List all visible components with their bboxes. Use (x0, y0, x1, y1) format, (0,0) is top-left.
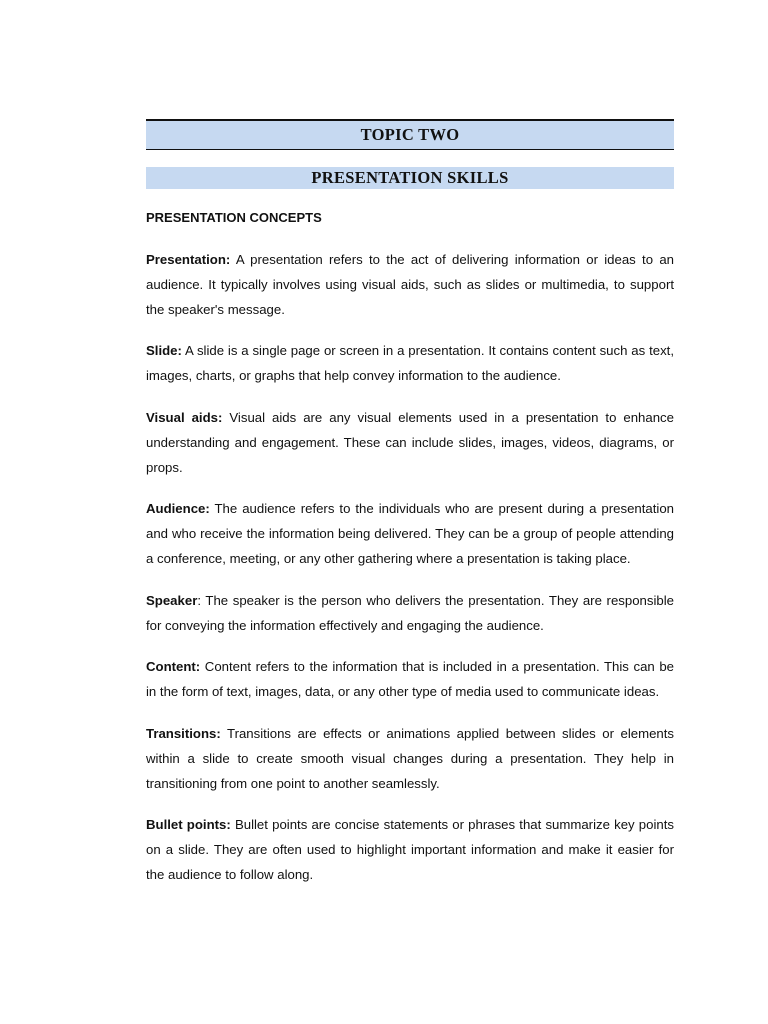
topic-banner (146, 119, 674, 150)
definition-text: Transitions are effects or animations applied between slides or elements within a slide to create smooth visual changes during a presentation. They help in transitioning from one point to another seamlessly. (146, 725, 674, 791)
definition-transitions (146, 722, 674, 796)
definition-text: Content refers to the information that is included in a presentation. This can be in the form of text, images, data, or any other type of media used to communicate ideas. (146, 659, 674, 700)
definition-bullet-points (146, 813, 674, 887)
definition-term: Transitions: (146, 725, 221, 741)
section-banner (146, 167, 674, 189)
subheading: PRESENTATION CONCEPTS (146, 210, 322, 225)
definition-text: : The speaker is the person who delivers the presentation. They are responsible for conveying the information effectively and engaging the audience. (146, 592, 674, 633)
definition-term: Speaker (146, 592, 198, 608)
definition-term: Presentation: (146, 252, 231, 267)
definition-text: A slide is a single page or screen in a presentation. It contains content such as text, images, charts, or graphs that help convey information to the audience. (146, 343, 674, 384)
definition-text: The audience refers to the individuals who are present during a presentation and who receive the information being delivered. They can be a group of people attending a conference, meeting, or any other gathering where a presentation is taking place. (146, 501, 674, 566)
definition-content (146, 655, 674, 705)
definition-text: A presentation refers to the act of delivering information or ideas to an audience. It typically involves using visual aids, such as slides or multimedia, to support the speaker's message. (146, 252, 674, 317)
definition-term: Audience: (146, 501, 210, 517)
definition-speaker (146, 589, 674, 639)
topic-title: TOPIC TWO (360, 125, 460, 144)
section-title: PRESENTATION SKILLS (311, 168, 509, 187)
definition-term: Visual aids: (146, 409, 223, 425)
definition-text: Visual aids are any visual elements used in a presentation to enhance understanding and engagement. These can include slides, images, videos, diagrams, or props. (146, 409, 674, 475)
document-page (146, 119, 674, 905)
definition-term: Content: (146, 659, 201, 675)
definitions-list (146, 248, 674, 888)
definition-text: Bullet points are concise statements or phrases that summarize key points on a slide. They are often used to highlight important information and make it easier for the audience to follow along. (146, 817, 674, 882)
definition-visual-aids (146, 406, 674, 480)
definition-slide (146, 339, 674, 389)
definition-presentation (146, 248, 674, 322)
definition-term: Slide: (146, 343, 182, 359)
definition-term: Bullet points: (146, 817, 231, 833)
definition-audience (146, 497, 674, 571)
